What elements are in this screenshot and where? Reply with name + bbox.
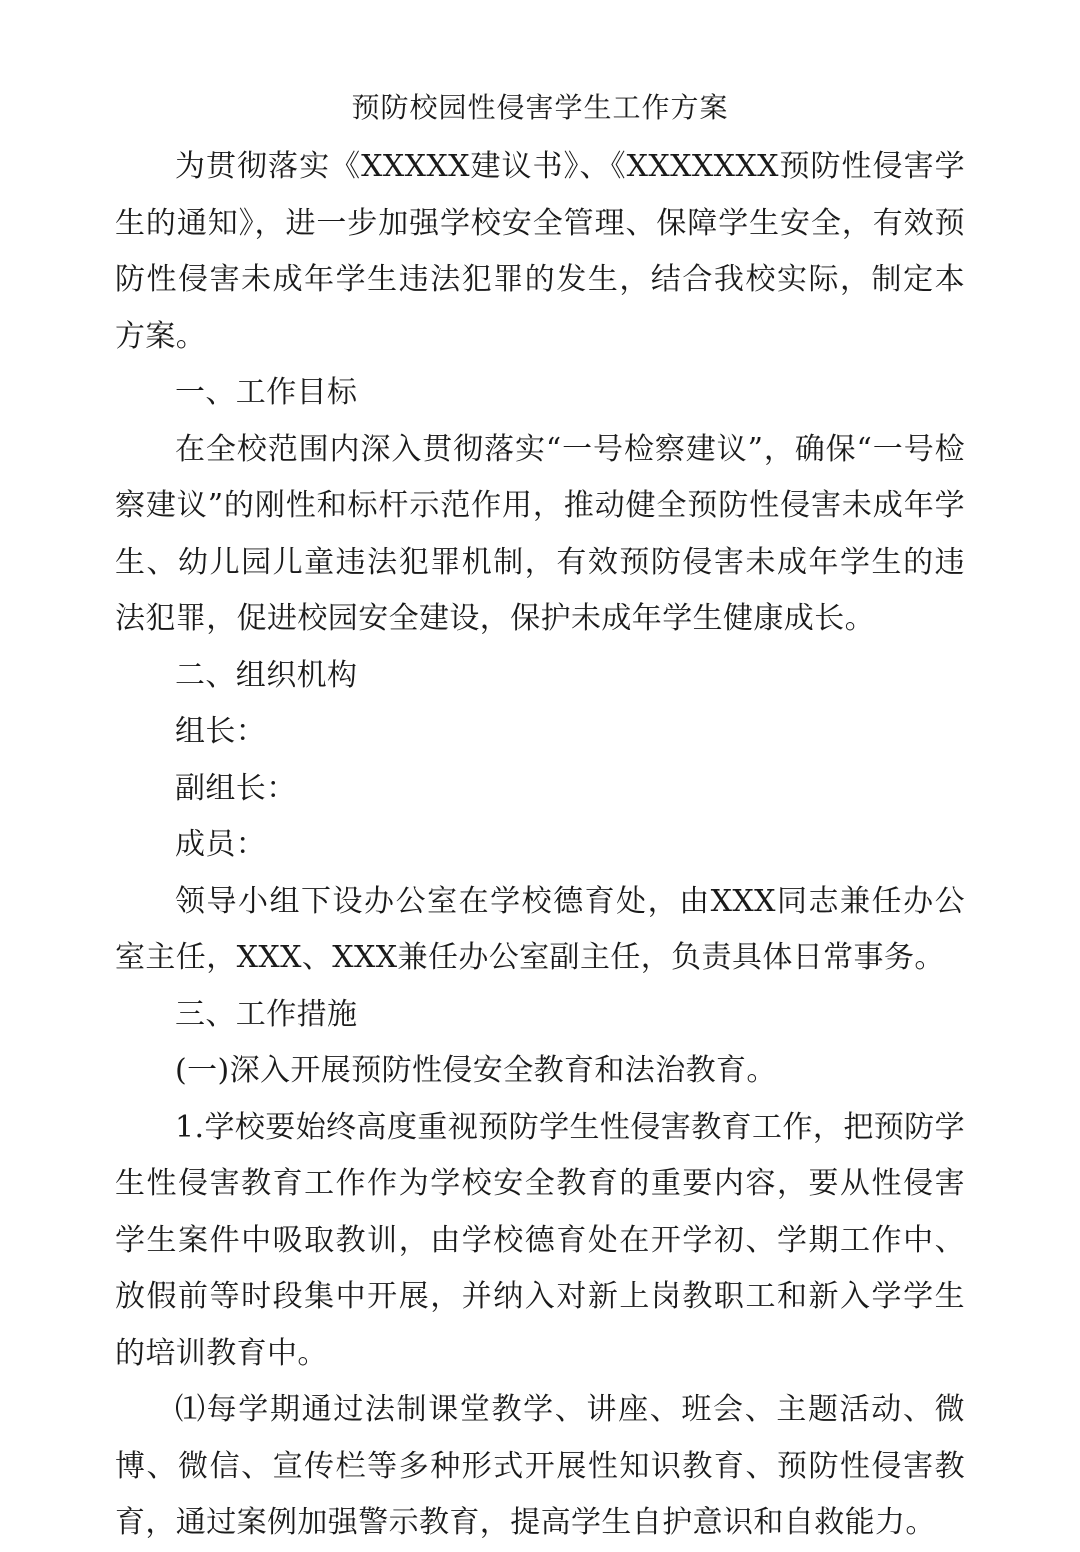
intro-paragraph: 为贯彻落实《XXXXX建议书》、《XXXXXXX预防性侵害学生的通知》，进一步加强学校安全管理、保障学生安全，有效预防性侵害未成年学生违法犯罪的发生，结合我校实际，制定本方案。 — [115, 149, 965, 354]
document-body — [115, 139, 965, 1552]
office-paragraph: 领导小组下设办公室在学校德育处，由XXX同志兼任办公室主任，XXX、XXX兼任办公室副主任，负责具体日常事务。 — [115, 883, 965, 975]
measure-1-1-paragraph: ⑴每学期通过法制课堂教学、讲座、班会、主题活动、微博、微信、宣传栏等多种形式开展性知识教育、预防性侵害教育，通过案例加强警示教育，提高学生自护意识和自救能力。 — [115, 1392, 965, 1540]
section-heading-goals: 一、工作目标 — [175, 375, 358, 410]
leader-line: 组长： — [175, 714, 267, 749]
section-heading-organization: 二、组织机构 — [175, 657, 358, 693]
members-line: 成员： — [175, 827, 267, 862]
deputy-leader-line: 副组长： — [175, 770, 297, 806]
section-heading-measures: 三、工作措施 — [175, 996, 358, 1032]
measure-1-paragraph: 1.学校要始终高度重视预防学生性侵害教育工作，把预防学生性侵害教育工作作为学校安全教育的重要内容，要从性侵害学生案件中吸取教训，由学校德育处在开学初、学期工作中、放假前等时段集中开展，并纳入对新上岗教职工和新入学学生的培训教育中。 — [115, 1109, 965, 1371]
goals-paragraph: 在全校范围内深入贯彻落实“一号检察建议”，确保“一号检察建议”的刚性和标杆示范作用，推动健全预防性侵害未成年学生、幼儿园儿童违法犯罪机制，有效预防侵害未成年学生的违法犯罪，促进校园安全建设，保护未成年学生健康成长。 — [115, 431, 965, 636]
document-title: 预防校园性侵害学生工作方案 — [351, 91, 729, 124]
subsection-heading-education: (一)深入开展预防性侵安全教育和法治教育。 — [175, 1053, 777, 1088]
